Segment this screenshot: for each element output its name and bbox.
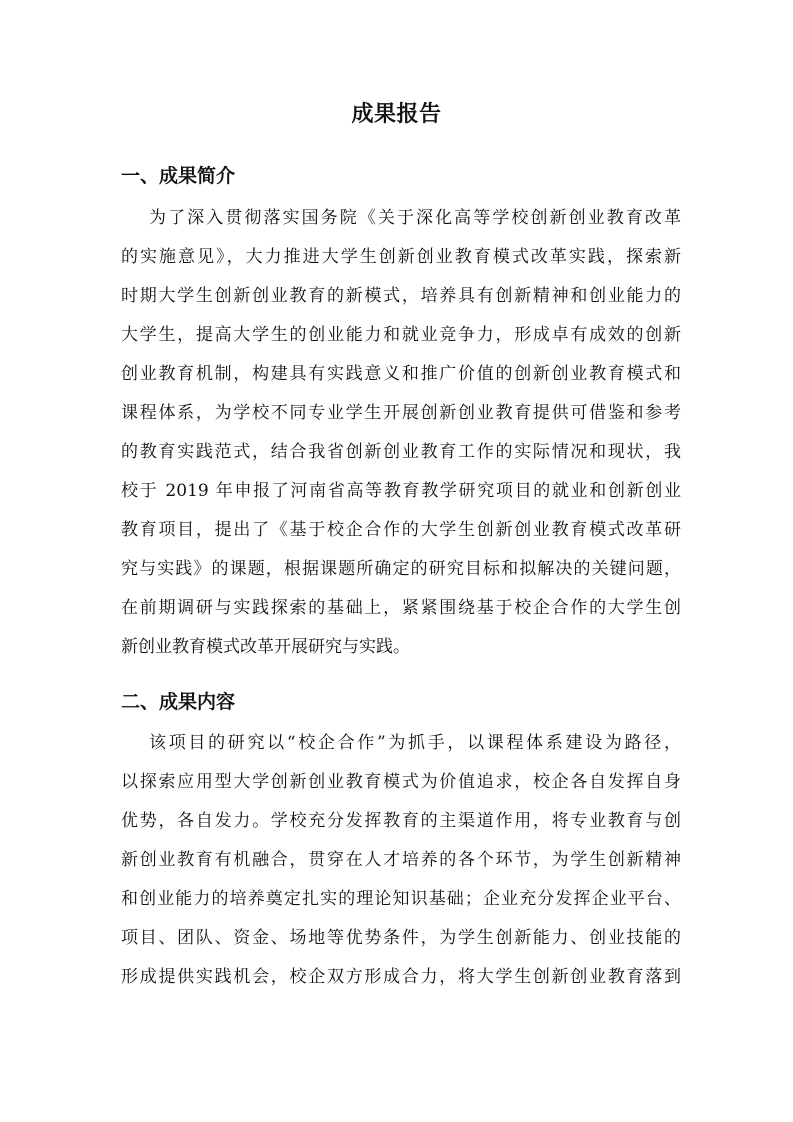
paragraph-line: 创业教育机制，构建具有实践意义和推广价值的创新创业教育模式和 [121, 364, 681, 384]
paragraph-line: 和创业能力的培养奠定扎实的理论知识基础；企业充分发挥企业平台、 [121, 889, 681, 909]
paragraph-line: 该项目的研究以“校企合作”为抓手，以课程体系建设为路径， [149, 733, 681, 753]
section-heading-summary: 一、成果简介 [121, 165, 236, 187]
paragraph-line: 新创业教育有机融合，贯穿在人才培养的各个环节，为学生创新精神 [121, 850, 681, 870]
document-title: 成果报告 [351, 101, 442, 127]
paragraph-line: 课程体系，为学校不同专业学生开展创新创业教育提供可借鉴和参考 [121, 403, 681, 423]
paragraph-line: 形成提供实践机会，校企双方形成合力，将大学生创新创业教育落到 [121, 967, 681, 987]
paragraph-line: 以探索应用型大学创新创业教育模式为价值追求，校企各自发挥自身 [121, 772, 681, 792]
paragraph-line: 大学生，提高大学生的创业能力和就业竞争力，形成卓有成效的创新 [121, 325, 681, 345]
summary-paragraph [121, 199, 681, 667]
paragraph-line: 项目、团队、资金、场地等优势条件，为学生创新能力、创业技能的 [121, 928, 681, 948]
content-paragraph [121, 724, 681, 997]
paragraph-line: 教育项目，提出了《基于校企合作的大学生创新创业教育模式改革研 [121, 520, 681, 540]
paragraph-line: 究与实践》的课题，根据课题所确定的研究目标和拟解决的关键问题， [121, 559, 681, 579]
paragraph-line: 的教育实践范式，结合我省创新创业教育工作的实际情况和现状，我 [121, 442, 681, 462]
paragraph-line: 的实施意见》，大力推进大学生创新创业教育模式改革实践，探索新 [121, 247, 681, 267]
paragraph-line: 校于 2019 年申报了河南省高等教育教学研究项目的就业和创新创业 [121, 481, 681, 501]
paragraph-line: 新创业教育模式改革开展研究与实践。 [121, 637, 410, 657]
paragraph-line: 为了深入贯彻落实国务院《关于深化高等学校创新创业教育改革 [149, 208, 681, 228]
section-heading-content: 二、成果内容 [121, 691, 236, 713]
paragraph-line: 时期大学生创新创业教育的新模式，培养具有创新精神和创业能力的 [121, 286, 681, 306]
paragraph-line: 优势，各自发力。学校充分发挥教育的主渠道作用，将专业教育与创 [121, 811, 681, 831]
paragraph-line: 在前期调研与实践探索的基础上，紧紧围绕基于校企合作的大学生创 [121, 598, 681, 618]
